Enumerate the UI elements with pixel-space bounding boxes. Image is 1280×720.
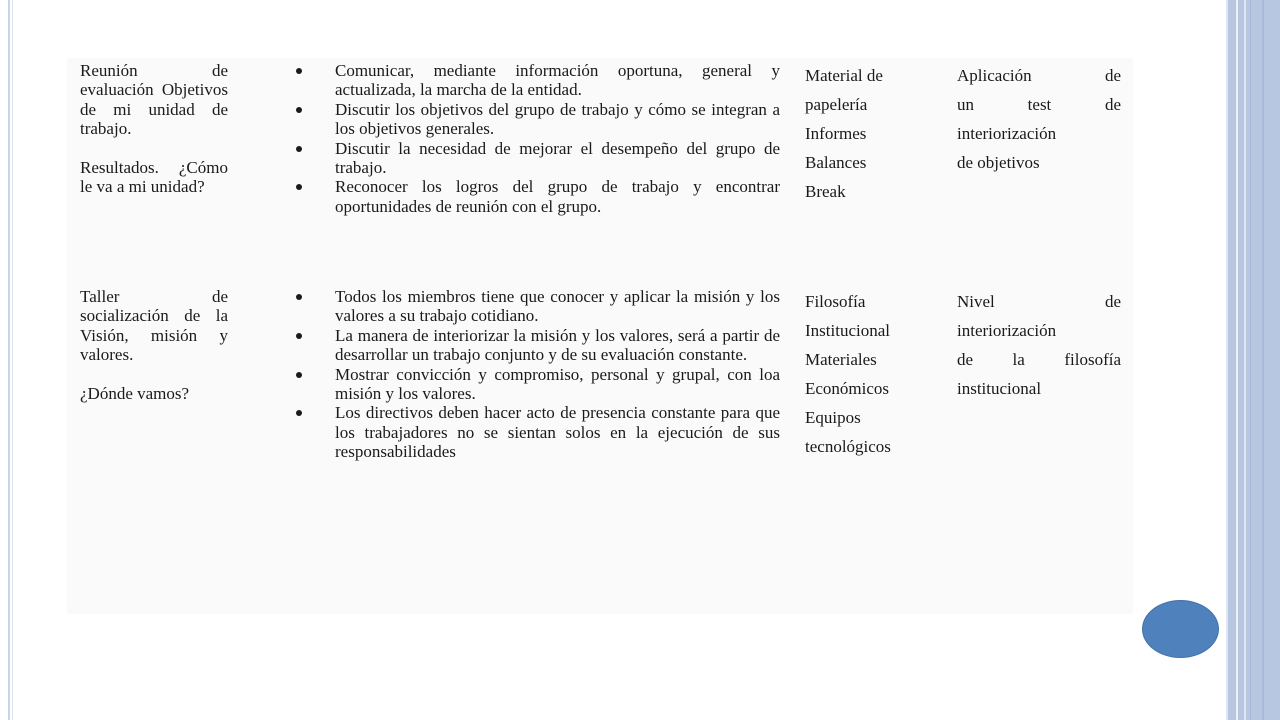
resource-line: Break [805,182,846,201]
resource-line: papelería [805,95,868,114]
right-stripe [1244,0,1246,720]
right-stripe [1250,0,1251,720]
table-cell-resources [805,287,935,461]
indicator-line: interiorización [957,124,1057,143]
indicator-line: Aplicación de [957,66,1121,85]
table-cell-indicator [957,61,1121,177]
actions-list [290,287,780,462]
table-cell-indicator [957,287,1121,403]
resource-line: Balances [805,153,867,172]
activity-title: Taller de socialización de la Visión, misión y valores. [80,287,228,365]
indicator-line: de objetivos [957,153,1040,172]
table-cell-resources [805,61,935,206]
activity-subtitle: ¿Dónde vamos? [80,383,190,403]
slide-nav-circle[interactable] [1142,600,1219,658]
activity-title: Reunión de evaluación Objetivos de mi unidad de trabajo. [80,61,228,139]
list-item: Comunicar, mediante información oportuna, general y actualizada, la marcha de la entidad. [290,61,780,100]
resource-line: Institucional [805,321,890,340]
right-stripe [1236,0,1238,720]
list-item: La manera de interiorizar la misión y los valores, será a partir de desarrollar un trabajo conjunto y de su evaluación constante. [290,326,780,365]
list-item: Reconocer los logros del grupo de trabajo y encontrar oportunidades de reunión con el grupo. [290,177,780,216]
plan-table [67,58,1133,614]
resource-line: Informes [805,124,867,143]
table-cell-activity [80,287,228,403]
indicator-line: interiorización [957,321,1057,340]
left-border-line [8,0,10,720]
resource-line: Filosofía [805,292,866,311]
list-item: Discutir la necesidad de mejorar el desempeño del grupo de trabajo. [290,139,780,178]
indicator-line: de la filosofía [957,350,1121,369]
list-item: Mostrar convicción y compromiso, personal y grupal, con loa misión y los valores. [290,365,780,404]
resource-line: Económicos [805,379,890,398]
resource-line: Equipos [805,408,861,427]
indicator-line: institucional [957,379,1042,398]
indicator-line: un test de [957,95,1121,114]
table-cell-activity [80,61,228,196]
table-cell-actions [290,287,780,462]
table-cell-actions [290,61,780,216]
list-item: Los directivos deben hacer acto de presencia constante para que los trabajadores no se sientan solos en la ejecución de sus responsabilidades [290,403,780,461]
actions-list [290,61,780,216]
resource-line: tecnológicos [805,437,891,456]
indicator-line: Nivel de [957,292,1121,311]
list-item: Todos los miembros tiene que conocer y aplicar la misión y los valores a su trabajo cotidiano. [290,287,780,326]
resource-line: Material de [805,66,883,85]
right-stripe [1262,0,1264,720]
activity-subtitle: Resultados. ¿Cómo le va a mi unidad? [80,157,228,197]
list-item: Discutir los objetivos del grupo de trabajo y cómo se integran a los objetivos generales. [290,100,780,139]
resource-line: Materiales [805,350,877,369]
left-border-line-inner [12,0,13,720]
